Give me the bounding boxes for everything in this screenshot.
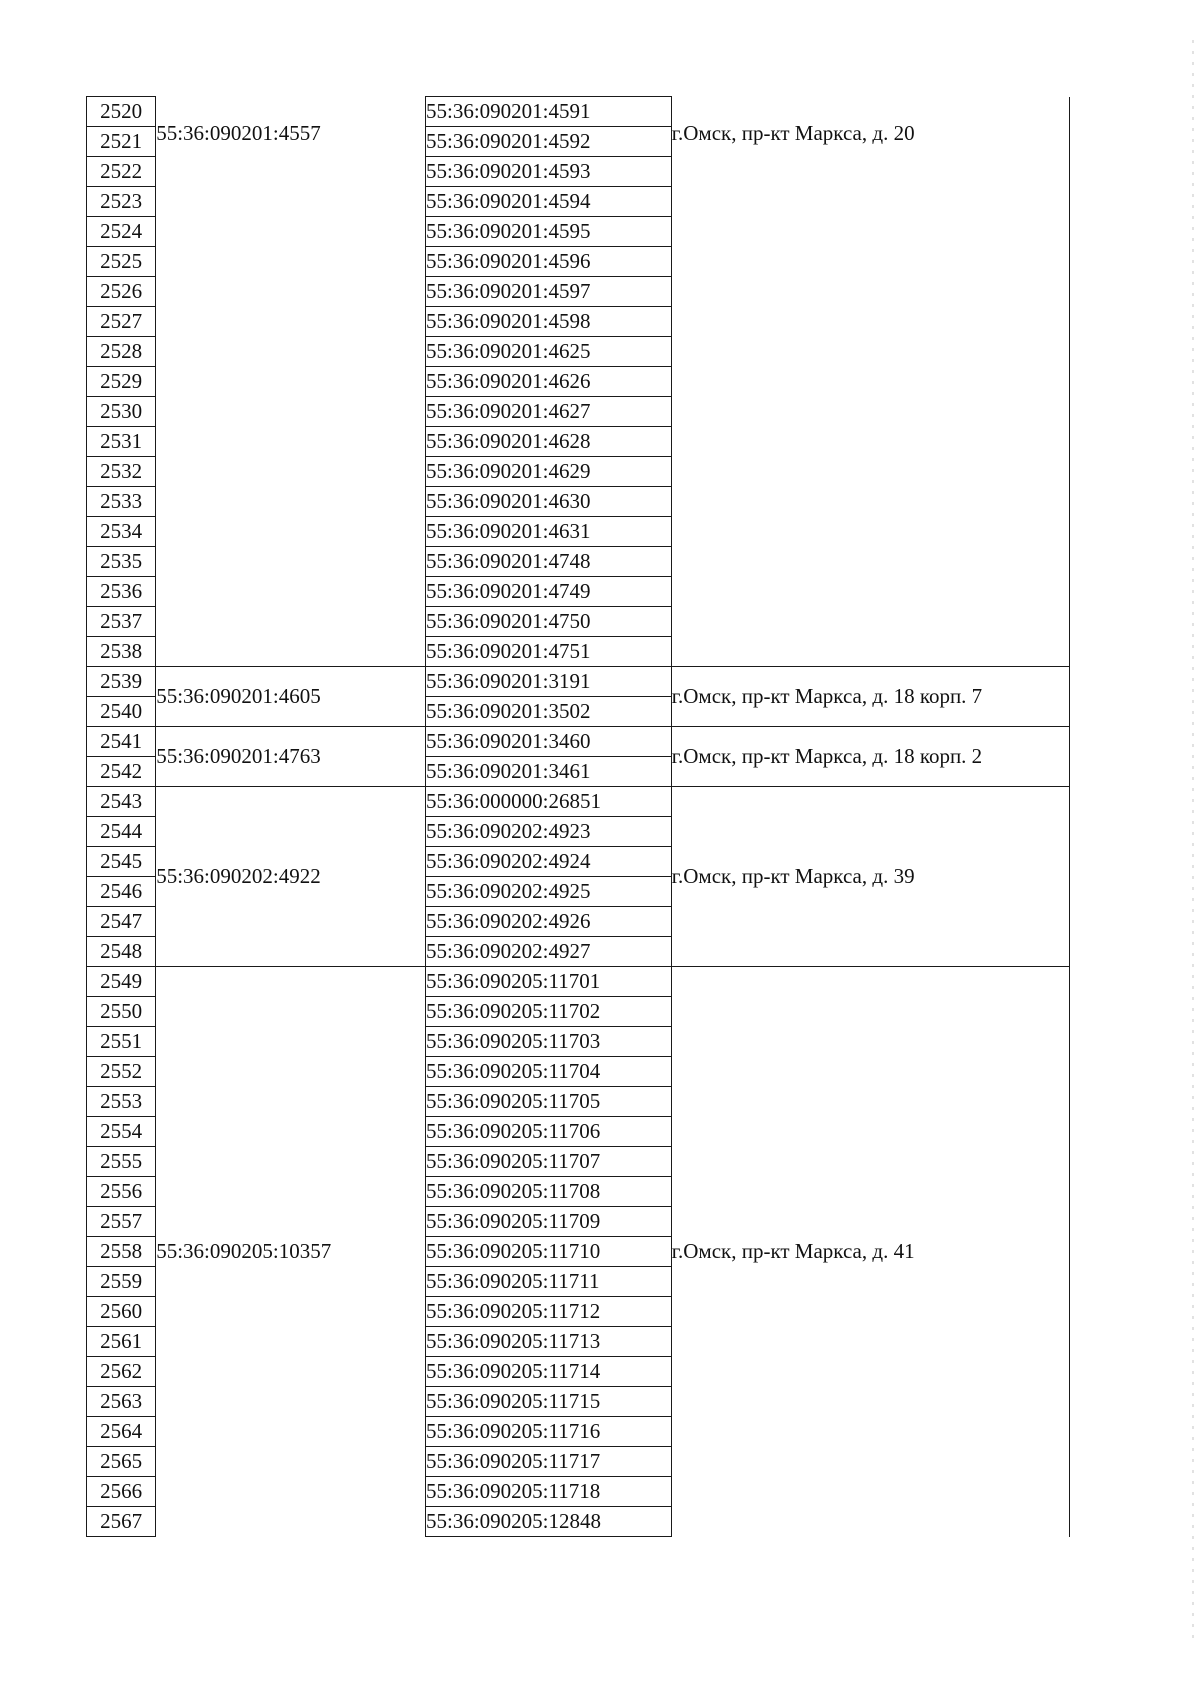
child-cadastral-number-cell: 55:36:090201:4626 (426, 367, 672, 397)
row-number-cell: 2545 (87, 847, 156, 877)
table-row (87, 787, 1070, 817)
row-number-cell: 2529 (87, 367, 156, 397)
row-number-cell: 2527 (87, 307, 156, 337)
row-number-cell: 2532 (87, 457, 156, 487)
child-cadastral-number-cell: 55:36:090205:11701 (426, 967, 672, 997)
child-cadastral-number-cell: 55:36:090205:11713 (426, 1327, 672, 1357)
row-number-cell: 2530 (87, 397, 156, 427)
row-number-cell: 2560 (87, 1297, 156, 1327)
document-page (86, 96, 1070, 1537)
scan-margin-artifact (1192, 40, 1194, 1640)
child-cadastral-number-cell: 55:36:090201:4591 (426, 97, 672, 127)
child-cadastral-number-cell: 55:36:090201:4593 (426, 157, 672, 187)
child-cadastral-number-cell: 55:36:090205:11708 (426, 1177, 672, 1207)
row-number-cell: 2558 (87, 1237, 156, 1267)
table-row (87, 97, 1070, 127)
row-number-cell: 2535 (87, 547, 156, 577)
row-number-cell: 2521 (87, 127, 156, 157)
child-cadastral-number-cell: 55:36:090205:11715 (426, 1387, 672, 1417)
row-number-cell: 2549 (87, 967, 156, 997)
table-row (87, 967, 1070, 997)
child-cadastral-number-cell: 55:36:090205:11709 (426, 1207, 672, 1237)
row-number-cell: 2551 (87, 1027, 156, 1057)
row-number-cell: 2543 (87, 787, 156, 817)
child-cadastral-number-cell: 55:36:090205:12848 (426, 1507, 672, 1537)
child-cadastral-number-cell: 55:36:090205:11712 (426, 1297, 672, 1327)
row-number-cell: 2563 (87, 1387, 156, 1417)
child-cadastral-number-cell: 55:36:090201:4751 (426, 637, 672, 667)
row-number-cell: 2561 (87, 1327, 156, 1357)
registry-table-body (87, 97, 1070, 1537)
child-cadastral-number-cell: 55:36:090201:4598 (426, 307, 672, 337)
parent-cadastral-number-cell: 55:36:090201:4605 (156, 667, 426, 727)
row-number-cell: 2520 (87, 97, 156, 127)
child-cadastral-number-cell: 55:36:090201:4750 (426, 607, 672, 637)
child-cadastral-number-cell: 55:36:090201:4627 (426, 397, 672, 427)
row-number-cell: 2546 (87, 877, 156, 907)
row-number-cell: 2567 (87, 1507, 156, 1537)
row-number-cell: 2552 (87, 1057, 156, 1087)
child-cadastral-number-cell: 55:36:090201:4630 (426, 487, 672, 517)
child-cadastral-number-cell: 55:36:090201:3502 (426, 697, 672, 727)
child-cadastral-number-cell: 55:36:090205:11716 (426, 1417, 672, 1447)
child-cadastral-number-cell: 55:36:090202:4925 (426, 877, 672, 907)
child-cadastral-number-cell: 55:36:090201:3461 (426, 757, 672, 787)
child-cadastral-number-cell: 55:36:090201:4631 (426, 517, 672, 547)
child-cadastral-number-cell: 55:36:090201:4592 (426, 127, 672, 157)
child-cadastral-number-cell: 55:36:090202:4927 (426, 937, 672, 967)
child-cadastral-number-cell: 55:36:090202:4923 (426, 817, 672, 847)
child-cadastral-number-cell: 55:36:090205:11710 (426, 1237, 672, 1267)
row-number-cell: 2547 (87, 907, 156, 937)
row-number-cell: 2553 (87, 1087, 156, 1117)
address-cell: г.Омск, пр-кт Маркса, д. 20 (671, 97, 1069, 667)
row-number-cell: 2544 (87, 817, 156, 847)
row-number-cell: 2541 (87, 727, 156, 757)
address-cell: г.Омск, пр-кт Маркса, д. 18 корп. 2 (671, 727, 1069, 787)
child-cadastral-number-cell: 55:36:090202:4924 (426, 847, 672, 877)
child-cadastral-number-cell: 55:36:090205:11703 (426, 1027, 672, 1057)
row-number-cell: 2539 (87, 667, 156, 697)
child-cadastral-number-cell: 55:36:090202:4926 (426, 907, 672, 937)
child-cadastral-number-cell: 55:36:090201:4748 (426, 547, 672, 577)
child-cadastral-number-cell: 55:36:090205:11717 (426, 1447, 672, 1477)
child-cadastral-number-cell: 55:36:090205:11707 (426, 1147, 672, 1177)
address-cell: г.Омск, пр-кт Маркса, д. 41 (671, 967, 1069, 1537)
row-number-cell: 2536 (87, 577, 156, 607)
child-cadastral-number-cell: 55:36:090205:11705 (426, 1087, 672, 1117)
parent-cadastral-number-cell: 55:36:090205:10357 (156, 967, 426, 1537)
child-cadastral-number-cell: 55:36:090205:11718 (426, 1477, 672, 1507)
child-cadastral-number-cell: 55:36:090201:4625 (426, 337, 672, 367)
row-number-cell: 2556 (87, 1177, 156, 1207)
row-number-cell: 2528 (87, 337, 156, 367)
row-number-cell: 2542 (87, 757, 156, 787)
row-number-cell: 2524 (87, 217, 156, 247)
child-cadastral-number-cell: 55:36:090205:11714 (426, 1357, 672, 1387)
child-cadastral-number-cell: 55:36:090201:4596 (426, 247, 672, 277)
child-cadastral-number-cell: 55:36:090205:11711 (426, 1267, 672, 1297)
child-cadastral-number-cell: 55:36:090205:11706 (426, 1117, 672, 1147)
row-number-cell: 2562 (87, 1357, 156, 1387)
child-cadastral-number-cell: 55:36:090201:4595 (426, 217, 672, 247)
child-cadastral-number-cell: 55:36:090201:4629 (426, 457, 672, 487)
parent-cadastral-number-cell: 55:36:090201:4557 (156, 97, 426, 667)
row-number-cell: 2540 (87, 697, 156, 727)
row-number-cell: 2557 (87, 1207, 156, 1237)
child-cadastral-number-cell: 55:36:090201:4749 (426, 577, 672, 607)
child-cadastral-number-cell: 55:36:090205:11704 (426, 1057, 672, 1087)
row-number-cell: 2537 (87, 607, 156, 637)
child-cadastral-number-cell: 55:36:090201:3460 (426, 727, 672, 757)
row-number-cell: 2531 (87, 427, 156, 457)
child-cadastral-number-cell: 55:36:000000:26851 (426, 787, 672, 817)
row-number-cell: 2534 (87, 517, 156, 547)
row-number-cell: 2565 (87, 1447, 156, 1477)
child-cadastral-number-cell: 55:36:090201:4597 (426, 277, 672, 307)
parent-cadastral-number-cell: 55:36:090202:4922 (156, 787, 426, 967)
address-cell: г.Омск, пр-кт Маркса, д. 18 корп. 7 (671, 667, 1069, 727)
row-number-cell: 2523 (87, 187, 156, 217)
row-number-cell: 2538 (87, 637, 156, 667)
parent-cadastral-number-cell: 55:36:090201:4763 (156, 727, 426, 787)
row-number-cell: 2554 (87, 1117, 156, 1147)
child-cadastral-number-cell: 55:36:090205:11702 (426, 997, 672, 1027)
table-row (87, 727, 1070, 757)
child-cadastral-number-cell: 55:36:090201:4594 (426, 187, 672, 217)
address-cell: г.Омск, пр-кт Маркса, д. 39 (671, 787, 1069, 967)
row-number-cell: 2525 (87, 247, 156, 277)
row-number-cell: 2555 (87, 1147, 156, 1177)
cadastral-registry-table (86, 96, 1070, 1537)
row-number-cell: 2526 (87, 277, 156, 307)
row-number-cell: 2566 (87, 1477, 156, 1507)
row-number-cell: 2533 (87, 487, 156, 517)
row-number-cell: 2550 (87, 997, 156, 1027)
child-cadastral-number-cell: 55:36:090201:4628 (426, 427, 672, 457)
row-number-cell: 2564 (87, 1417, 156, 1447)
row-number-cell: 2522 (87, 157, 156, 187)
table-row (87, 667, 1070, 697)
row-number-cell: 2559 (87, 1267, 156, 1297)
child-cadastral-number-cell: 55:36:090201:3191 (426, 667, 672, 697)
row-number-cell: 2548 (87, 937, 156, 967)
